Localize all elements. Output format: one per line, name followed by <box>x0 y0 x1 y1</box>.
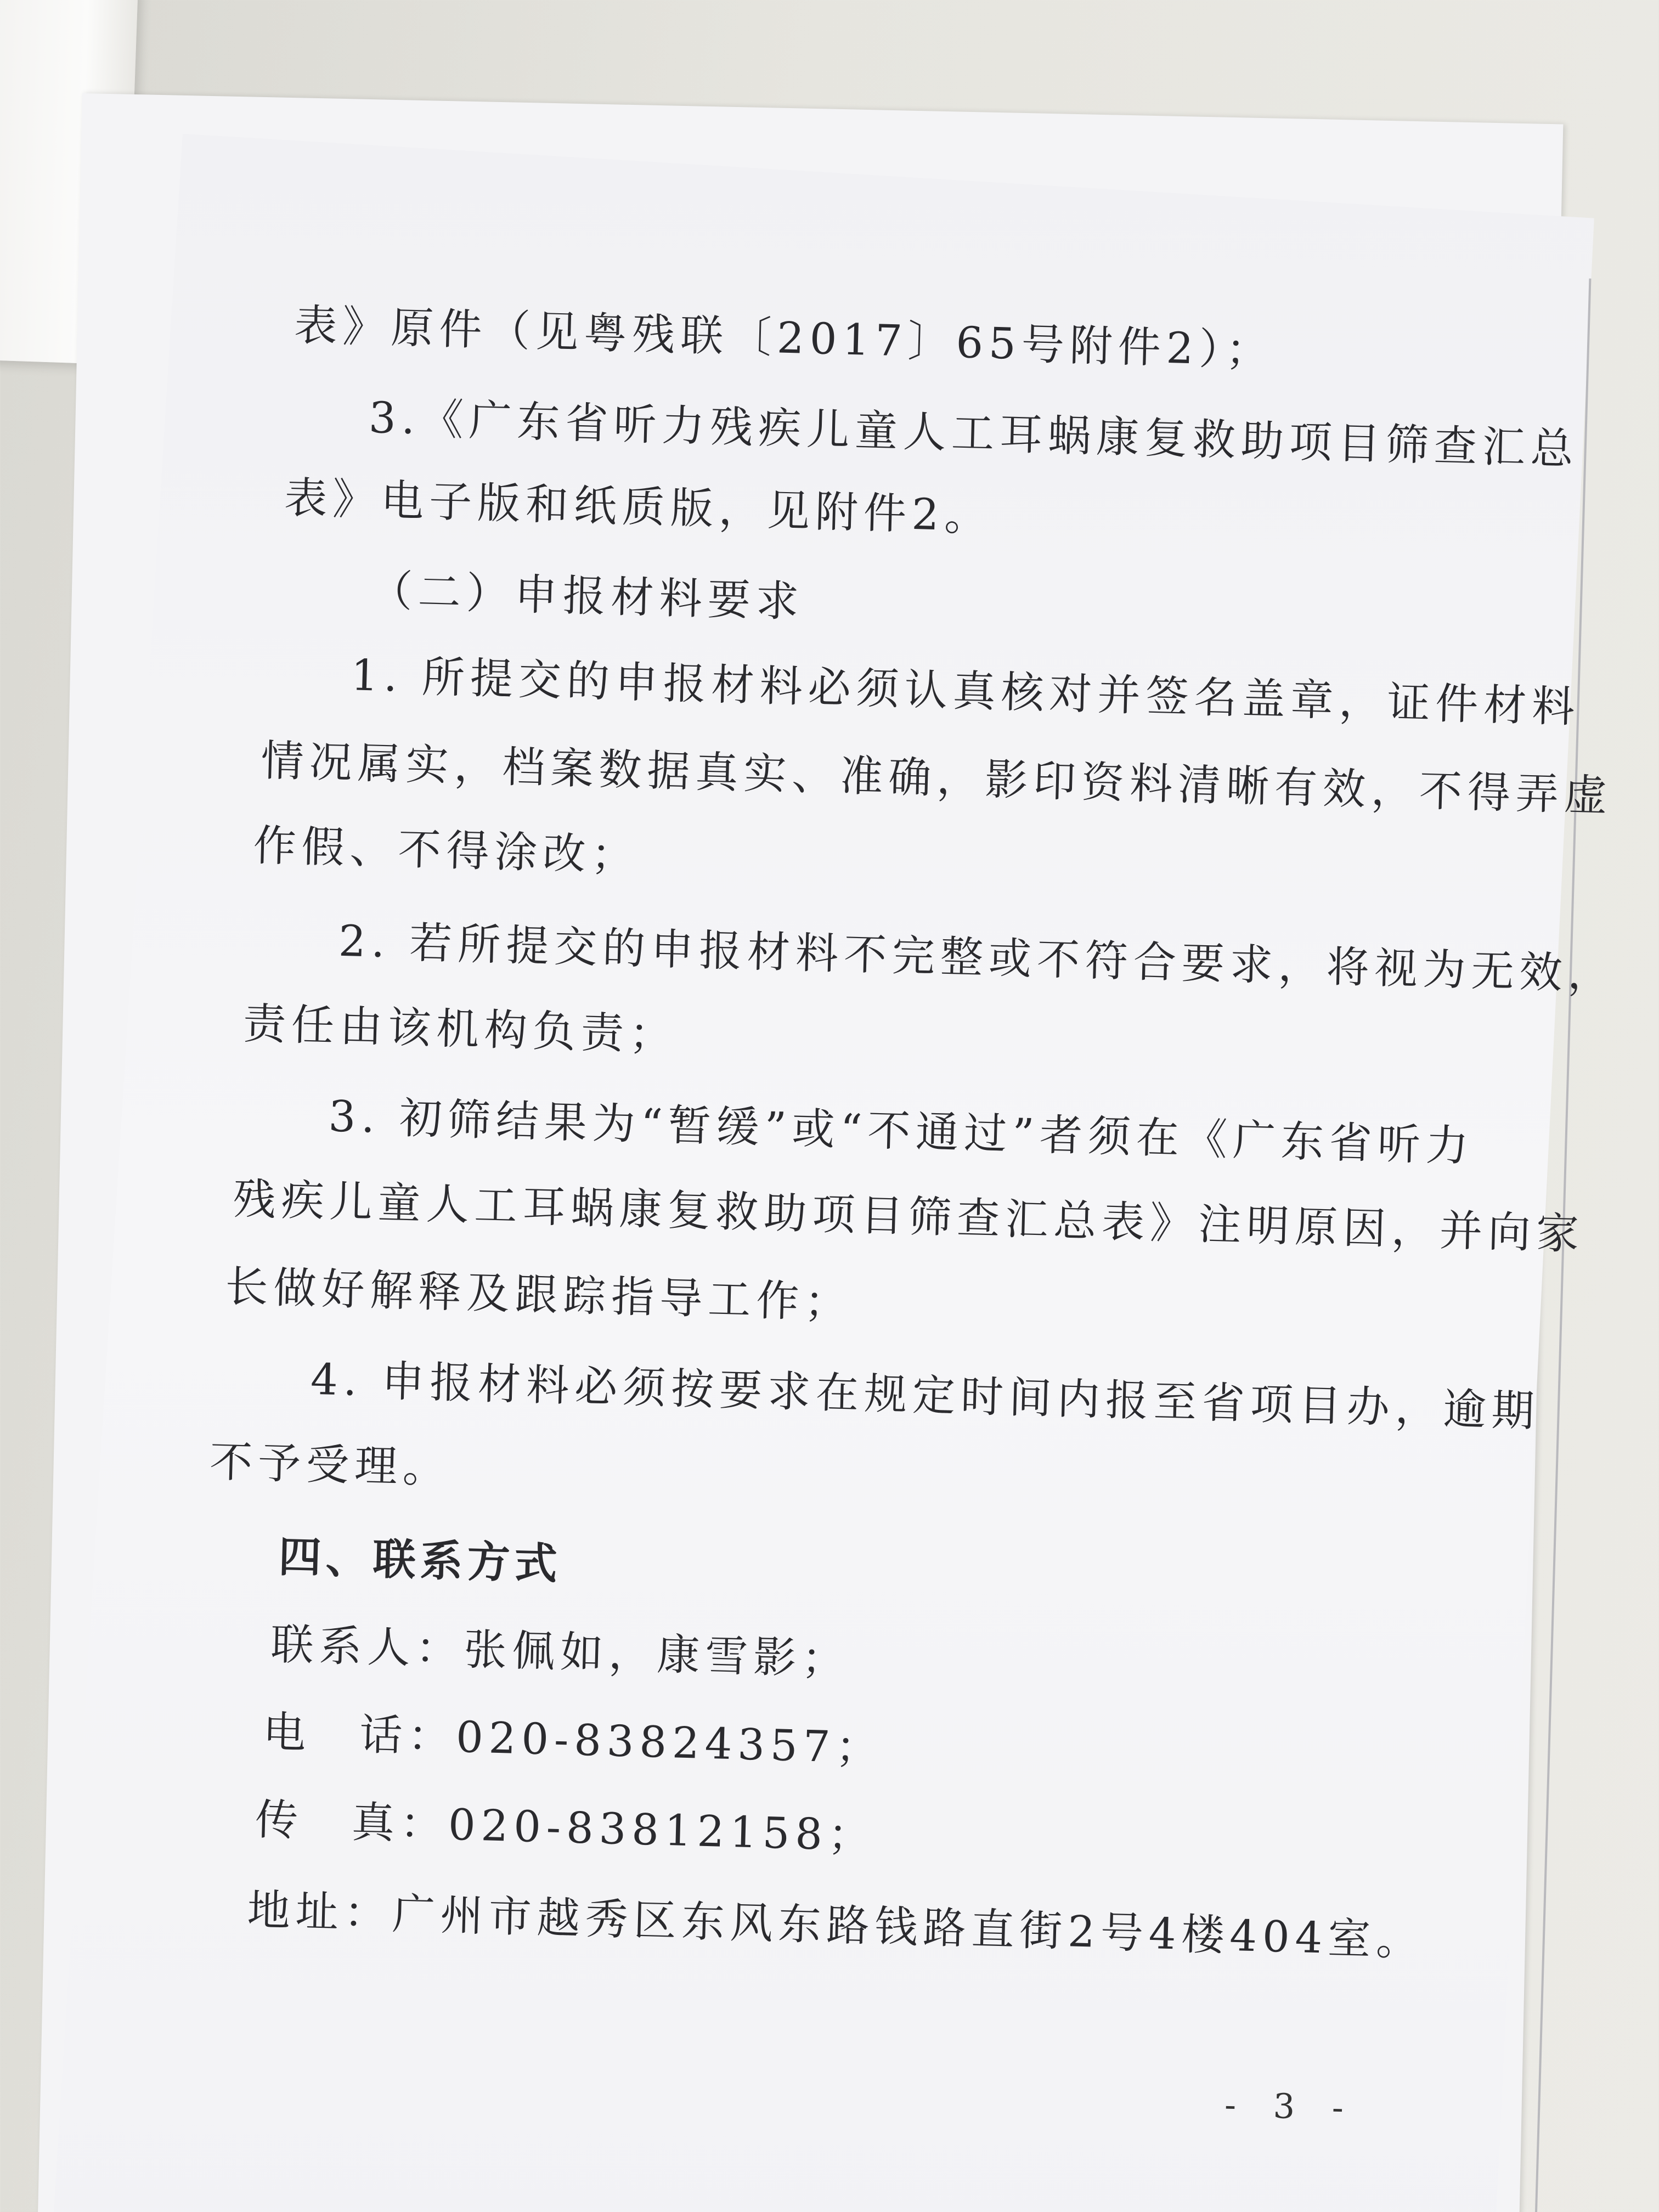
text-line: 责任由该机构负责； <box>242 999 679 1060</box>
text-line: 残疾儿童人工耳蜗康复救助项目筛查汇总表》注明原因，并向家 <box>232 1174 1585 1260</box>
text-line: 作假、不得涂改； <box>252 821 640 881</box>
text-line: 表》电子版和纸质版，见附件2。 <box>284 473 994 541</box>
text-line: 表》原件（见粤残联〔2017〕65号附件2）； <box>294 301 1275 376</box>
contact-phone: 电 话：020-83824357； <box>262 1707 885 1774</box>
page-number: - 3 - <box>1224 2084 1357 2129</box>
subsection-heading: （二）申报材料要求 <box>369 566 805 627</box>
section-heading: 四、联系方式 <box>278 1532 562 1589</box>
contact-fax: 传 真：020-83812158； <box>254 1795 877 1861</box>
text-line: 4. 申报材料必须按要求在规定时间内报至省项目办，逾期 <box>310 1355 1541 1437</box>
text-line: 3. 初筛结果为“暂缓”或“不通过”者须在《广东省听力 <box>328 1092 1475 1172</box>
text-line: 2. 若所提交的申报材料不完整或不符合要求，将视为无效， <box>337 916 1617 1000</box>
text-line: 情况属实，档案数据真实、准确，影印资料清晰有效，不得弄虚 <box>260 736 1613 821</box>
contact-person: 联系人：张佩如，康雪影； <box>270 1620 851 1685</box>
text-line: 1. 所提交的申报材料必须认真核对并签名盖章，证件材料 <box>350 651 1581 732</box>
contact-address: 地址：广州市越秀区东风东路钱路直街2号4楼404室。 <box>246 1886 1425 1966</box>
text-line: 3.《广东省听力残疾儿童人工耳蜗康复救助项目筛查汇总 <box>368 393 1579 475</box>
text-line: 长做好解释及跟踪指导工作； <box>224 1262 854 1328</box>
text-line: 不予受理。 <box>209 1437 452 1493</box>
